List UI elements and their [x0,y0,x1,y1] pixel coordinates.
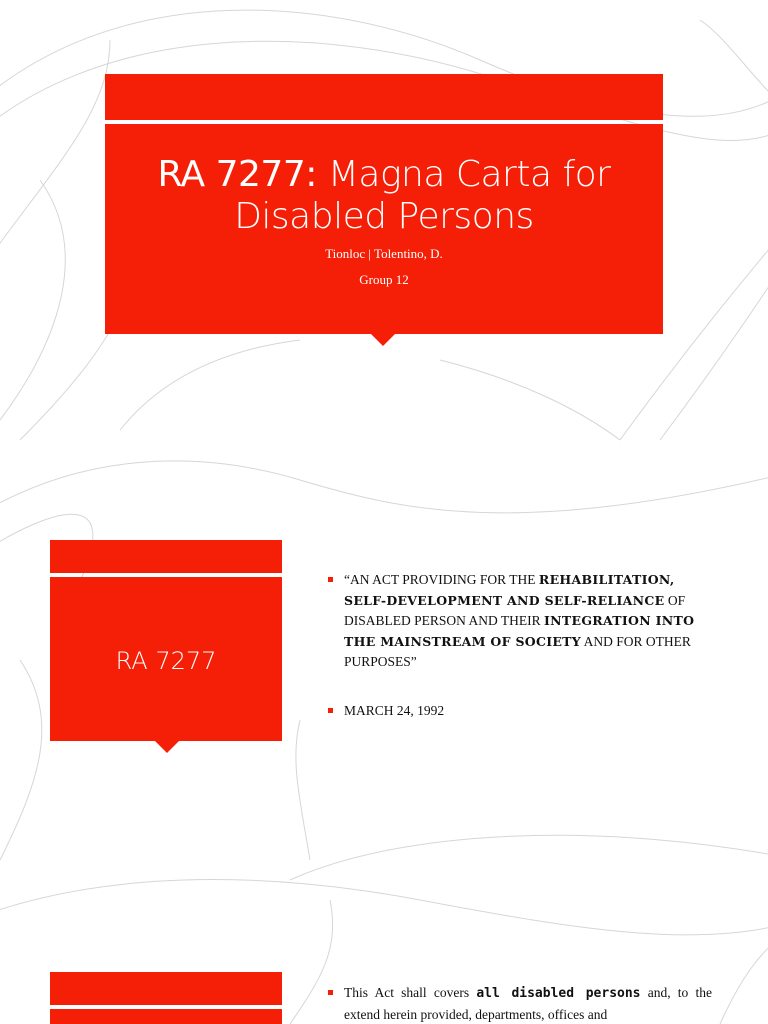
title-line2: Disabled Persons [234,196,534,237]
slide-title-heading [105,154,663,238]
text-run: AND FOR OTHER PURPOSES” [344,633,691,669]
list-item [328,983,712,1024]
section-top-bar [50,540,282,573]
text-run: “AN ACT PROVIDING FOR THE [344,572,539,587]
text-run: This Act shall covers [344,985,477,1000]
bold-run: INTEGRATION INTO THE MAINSTREAM OF SOCIETY [344,613,695,649]
title-strong: RA 7277: [157,154,317,195]
bullet-list [328,983,712,1024]
slide-title [0,0,768,440]
section-box-pointer [155,741,179,753]
section-top-bar [50,972,282,1005]
bold-run: all disabled persons [476,986,641,1001]
list-item [328,570,718,673]
text-run: OF DISABLED PERSON AND THEIR [344,592,686,628]
bullet-list [328,570,718,721]
group-label: Group 12 [359,272,409,287]
section-box [50,1009,282,1024]
slide-ra7277 [0,440,768,880]
authors: Tionloc | Tolentino, D. [325,246,443,261]
bold-run: REHABILITATION, SELF-DEVELOPMENT AND SELF-RELIANCE [344,572,675,608]
section-label: RA 7277 [115,647,217,675]
section-box [50,577,282,741]
text-run: and, to the extend herein provided, departments, offices and [344,985,712,1022]
title-top-bar [105,74,663,120]
list-item: MARCH 24, 1992 [328,701,718,722]
slide-coverage [0,880,768,1024]
title-box [105,124,663,334]
title-rest: Magna Carta for [316,154,611,195]
title-box-pointer [371,334,395,346]
